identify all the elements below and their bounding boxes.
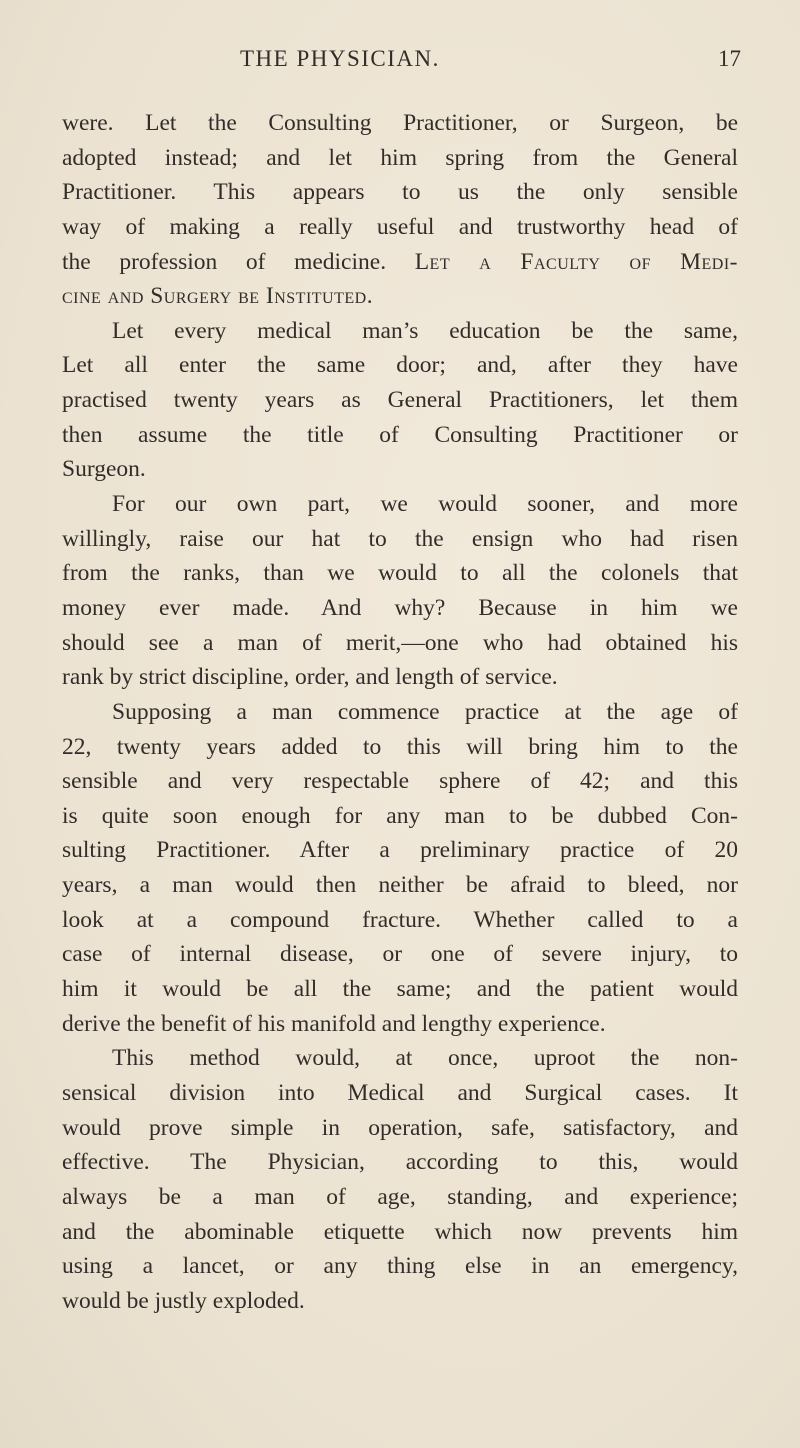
text-line (62, 1076, 738, 1111)
text-line (62, 106, 738, 141)
text-line (62, 279, 738, 314)
text-line-content: rank by strict discipline, order, and length of service. (62, 664, 558, 691)
text-line (62, 1249, 738, 1284)
text-line (62, 764, 738, 799)
text-line (62, 1007, 738, 1042)
text-line-content: Let all enter the same door; and, after they have (62, 352, 738, 379)
text-line (62, 937, 738, 972)
text-line (62, 383, 738, 418)
text-line (62, 591, 738, 626)
text-line-content: the profession of medicine. (62, 248, 415, 275)
text-line (62, 245, 738, 280)
small-caps-text: Let a Faculty of Medi- (414, 248, 738, 275)
text-line (62, 1111, 738, 1146)
text-line (62, 972, 738, 1007)
text-line-content: Supposing a man commence practice at the age of (112, 698, 738, 725)
text-line (62, 695, 738, 730)
text-line-content: 22, twenty years added to this will bring him to the (62, 733, 738, 760)
text-line-content: should see a man of merit,—one who had obtained his (62, 629, 738, 656)
page-number: 17 (718, 46, 741, 71)
text-line (62, 868, 738, 903)
text-line (62, 730, 738, 765)
text-line (62, 1145, 738, 1180)
text-line-content: adopted instead; and let him spring from the General (62, 144, 738, 171)
text-line-content: and the abominable etiquette which now prevents him (62, 1218, 738, 1245)
text-line-content: sulting Practitioner. After a preliminary practice of 20 (62, 837, 738, 864)
text-line-content: is quite soon enough for any man to be dubbed Con- (62, 802, 738, 829)
text-line-content: from the ranks, than we would to all the colonels that (62, 560, 738, 587)
text-line-content: sensical division into Medical and Surgical cases. It (62, 1079, 738, 1106)
text-line-content: would prove simple in operation, safe, satisfactory, and (62, 1114, 738, 1141)
text-line-content: using a lancet, or any thing else in an emergency, (62, 1253, 738, 1280)
text-line (62, 348, 738, 383)
text-line (62, 210, 738, 245)
running-head: THE PHYSICIAN. (240, 46, 440, 71)
text-line-content: way of making a really useful and trustworthy head of (62, 213, 738, 240)
text-line-content: sensible and very respectable sphere of 42; and this (62, 768, 738, 795)
text-line (62, 452, 738, 487)
text-line (62, 1215, 738, 1250)
text-line-content: look at a compound fracture. Whether called to a (62, 906, 738, 933)
text-line (62, 1180, 738, 1215)
text-line (62, 1284, 738, 1319)
text-line-content: money ever made. And why? Because in him we (62, 594, 738, 621)
text-line (62, 660, 738, 695)
text-line-content: case of internal disease, or one of severe injury, to (62, 941, 738, 968)
text-line-content: years, a man would then neither be afraid to bleed, nor (62, 872, 738, 899)
text-line (62, 903, 738, 938)
text-line-content: always be a man of age, standing, and experience; (62, 1183, 738, 1210)
text-line-content: derive the benefit of his manifold and lengthy experience. (62, 1010, 606, 1037)
text-line (62, 799, 738, 834)
text-line (62, 626, 738, 661)
text-line-content: This method would, at once, uproot the non- (112, 1045, 738, 1072)
text-line (62, 833, 738, 868)
text-line (62, 141, 738, 176)
text-line (62, 487, 738, 522)
text-line (62, 556, 738, 591)
text-line-content: him it would be all the same; and the patient would (62, 976, 738, 1003)
text-line-content: For our own part, we would sooner, and more (112, 491, 738, 518)
text-line (62, 418, 738, 453)
text-line-content: were. Let the Consulting Practitioner, or Surgeon, be (62, 110, 738, 136)
text-line-content: practised twenty years as General Practitioners, let them (62, 387, 738, 414)
text-line-content: then assume the title of Consulting Practitioner or (62, 421, 738, 448)
text-line-content: Surgeon. (62, 456, 146, 483)
text-line-content: effective. The Physician, according to this, would (62, 1149, 738, 1176)
text-line-content: Let every medical man’s education be the same, (112, 317, 738, 344)
text-line-content: would be justly exploded. (62, 1287, 305, 1314)
small-caps-text: cine and Surgery be Instituted. (62, 283, 374, 310)
text-line-content: Practitioner. This appears to us the only sensible (62, 179, 738, 206)
body-text (62, 106, 738, 1318)
text-line (62, 175, 738, 210)
text-line-content: willingly, raise our hat to the ensign who had risen (62, 525, 738, 552)
text-line (62, 314, 738, 349)
text-line (62, 522, 738, 557)
text-line (62, 1041, 738, 1076)
